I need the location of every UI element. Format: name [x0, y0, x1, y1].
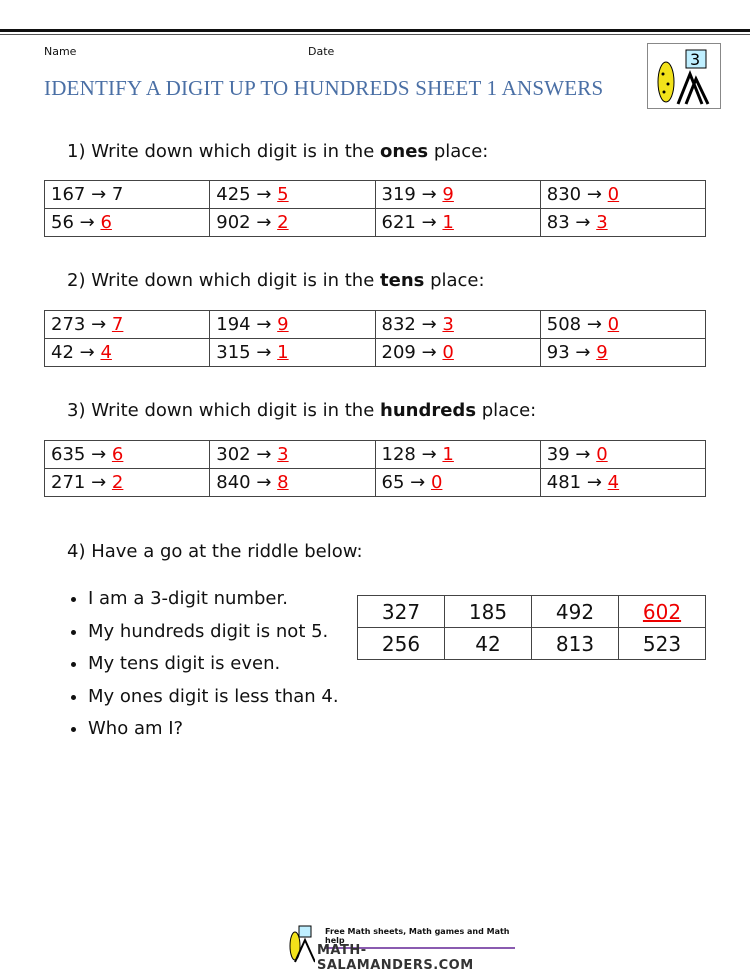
table-row [45, 209, 706, 237]
number: 39 [546, 444, 570, 465]
riddle-option: 492 [532, 596, 619, 628]
answer-digit: 3 [277, 444, 289, 465]
q-text: place: [428, 141, 489, 162]
arrow-icon: → [421, 342, 437, 363]
table-cell [45, 311, 210, 339]
answer-digit: 9 [596, 342, 608, 363]
arrow-icon: → [421, 444, 437, 465]
table-cell [210, 181, 375, 209]
riddle-option: 327 [358, 596, 445, 628]
number: 508 [546, 314, 582, 335]
number: 273 [51, 314, 86, 335]
arrow-icon: → [575, 342, 591, 363]
answer-digit: 1 [442, 444, 454, 465]
table-cell [45, 441, 210, 469]
footer-tagline: Free Math sheets, Math games and Math help [325, 927, 515, 949]
number: 194 [216, 314, 251, 335]
place-word: ones [380, 141, 429, 162]
top-rule [0, 29, 750, 32]
number: 832 [381, 314, 416, 335]
number: 128 [381, 444, 416, 465]
number: 481 [546, 472, 582, 493]
answer-digit: 0 [607, 184, 620, 205]
answer-digit: 1 [277, 342, 289, 363]
arrow-icon: → [91, 444, 107, 465]
riddle-option: 185 [445, 596, 532, 628]
answer-digit: 4 [100, 342, 112, 363]
place-word: hundreds [380, 400, 477, 421]
riddle-option: 813 [532, 628, 619, 660]
riddle-question: 4) Have a go at the riddle below: [67, 541, 363, 562]
answer-table-3 [44, 440, 706, 497]
top-rule-thin [0, 34, 750, 35]
table-cell [210, 441, 375, 469]
salamander-logo [647, 43, 721, 109]
arrow-icon: → [421, 184, 437, 205]
answer-digit: 3 [442, 314, 454, 335]
arrow-icon: → [586, 472, 602, 493]
table-cell [45, 469, 210, 497]
arrow-icon: → [410, 472, 426, 493]
table-cell [375, 209, 540, 237]
table-row [45, 181, 706, 209]
riddle-option: 42 [445, 628, 532, 660]
arrow-icon: → [79, 342, 95, 363]
table-cell [45, 209, 210, 237]
date-label: Date [308, 45, 335, 58]
arrow-icon: → [575, 212, 591, 233]
number: 83 [546, 212, 570, 233]
table-cell [540, 469, 705, 497]
number: 93 [546, 342, 570, 363]
number: 902 [216, 212, 251, 233]
table-row [45, 311, 706, 339]
number: 56 [51, 212, 74, 233]
table-row [45, 339, 706, 367]
answer-digit: 6 [111, 444, 124, 465]
number: 315 [216, 342, 251, 363]
q-text: place: [476, 400, 537, 421]
answer-digit: 4 [607, 472, 620, 493]
answer-digit: 6 [100, 212, 112, 233]
arrow-icon: → [586, 184, 602, 205]
footer-logo [285, 924, 515, 973]
arrow-icon: → [91, 472, 107, 493]
footer-brand: MATH-SALAMANDERS.COM [317, 943, 474, 973]
riddle-option: 523 [619, 628, 706, 660]
number: 319 [381, 184, 416, 205]
table-cell [540, 339, 705, 367]
place-word: tens [380, 270, 425, 291]
clue: • I am a 3-digit number. [88, 583, 339, 616]
table-cell [45, 181, 210, 209]
table-row [358, 596, 706, 628]
number: 65 [381, 472, 405, 493]
answer-digit: 0 [430, 472, 443, 493]
arrow-icon: → [256, 342, 272, 363]
answer-table-1 [44, 180, 706, 237]
arrow-icon: → [421, 314, 437, 335]
table-cell [210, 469, 375, 497]
q-text: 3) Write down which digit is in the [67, 400, 381, 421]
table-cell [375, 311, 540, 339]
table-row [358, 628, 706, 660]
table-cell [540, 209, 705, 237]
answer-digit: 3 [596, 212, 608, 233]
arrow-icon: → [586, 314, 602, 335]
answer-digit: 8 [277, 472, 289, 493]
table-cell [45, 339, 210, 367]
arrow-icon: → [256, 314, 272, 335]
arrow-icon: → [575, 444, 591, 465]
answer-digit: 2 [111, 472, 124, 493]
table-cell [375, 181, 540, 209]
table-cell [375, 441, 540, 469]
answer-digit: 0 [442, 342, 454, 363]
number: 635 [51, 444, 86, 465]
number: 621 [381, 212, 416, 233]
answer-digit: 0 [607, 314, 620, 335]
question-2 [67, 270, 485, 291]
question-1 [67, 141, 488, 162]
answer-digit: 2 [277, 212, 289, 233]
clue: • My ones digit is less than 4. [88, 681, 339, 714]
clue: • Who am I? [88, 713, 339, 746]
table-cell [375, 339, 540, 367]
table-row [45, 469, 706, 497]
riddle-grid [357, 595, 706, 660]
table-cell [540, 181, 705, 209]
number: 830 [546, 184, 582, 205]
table-cell [540, 311, 705, 339]
arrow-icon: → [256, 472, 272, 493]
arrow-icon: → [91, 314, 107, 335]
answer-digit: 1 [442, 212, 454, 233]
number: 209 [381, 342, 416, 363]
table-cell [375, 469, 540, 497]
question-3 [67, 400, 536, 421]
number: 42 [51, 342, 74, 363]
number: 302 [216, 444, 251, 465]
number: 271 [51, 472, 86, 493]
number: 425 [216, 184, 251, 205]
answer-digit: 0 [596, 444, 608, 465]
clue: • My tens digit is even. [88, 648, 339, 681]
number: 167 [51, 184, 86, 205]
riddle-option: 256 [358, 628, 445, 660]
answer-digit: 9 [442, 184, 454, 205]
q-text: 1) Write down which digit is in the [67, 141, 381, 162]
example-digit: 7 [111, 184, 124, 205]
q-text: place: [424, 270, 485, 291]
table-cell [210, 339, 375, 367]
arrow-icon: → [79, 212, 95, 233]
table-cell [540, 441, 705, 469]
table-row [45, 441, 706, 469]
svg-text:3: 3 [690, 50, 701, 69]
page-title: IDENTIFY A DIGIT UP TO HUNDREDS SHEET 1 ANSWERS [44, 76, 604, 100]
number: 840 [216, 472, 251, 493]
arrow-icon: → [256, 184, 272, 205]
answer-digit: 7 [111, 314, 124, 335]
riddle-clues [66, 583, 339, 746]
table-cell [210, 311, 375, 339]
answer-digit: 5 [277, 184, 289, 205]
name-label: Name [44, 45, 77, 58]
riddle-option: 602 [619, 596, 706, 628]
arrow-icon: → [421, 212, 437, 233]
q-text: 2) Write down which digit is in the [67, 270, 381, 291]
answer-digit: 9 [277, 314, 289, 335]
answer-table-2 [44, 310, 706, 367]
arrow-icon: → [256, 212, 272, 233]
arrow-icon: → [256, 444, 272, 465]
clue: • My hundreds digit is not 5. [88, 616, 339, 649]
table-cell [210, 209, 375, 237]
arrow-icon: → [91, 184, 107, 205]
